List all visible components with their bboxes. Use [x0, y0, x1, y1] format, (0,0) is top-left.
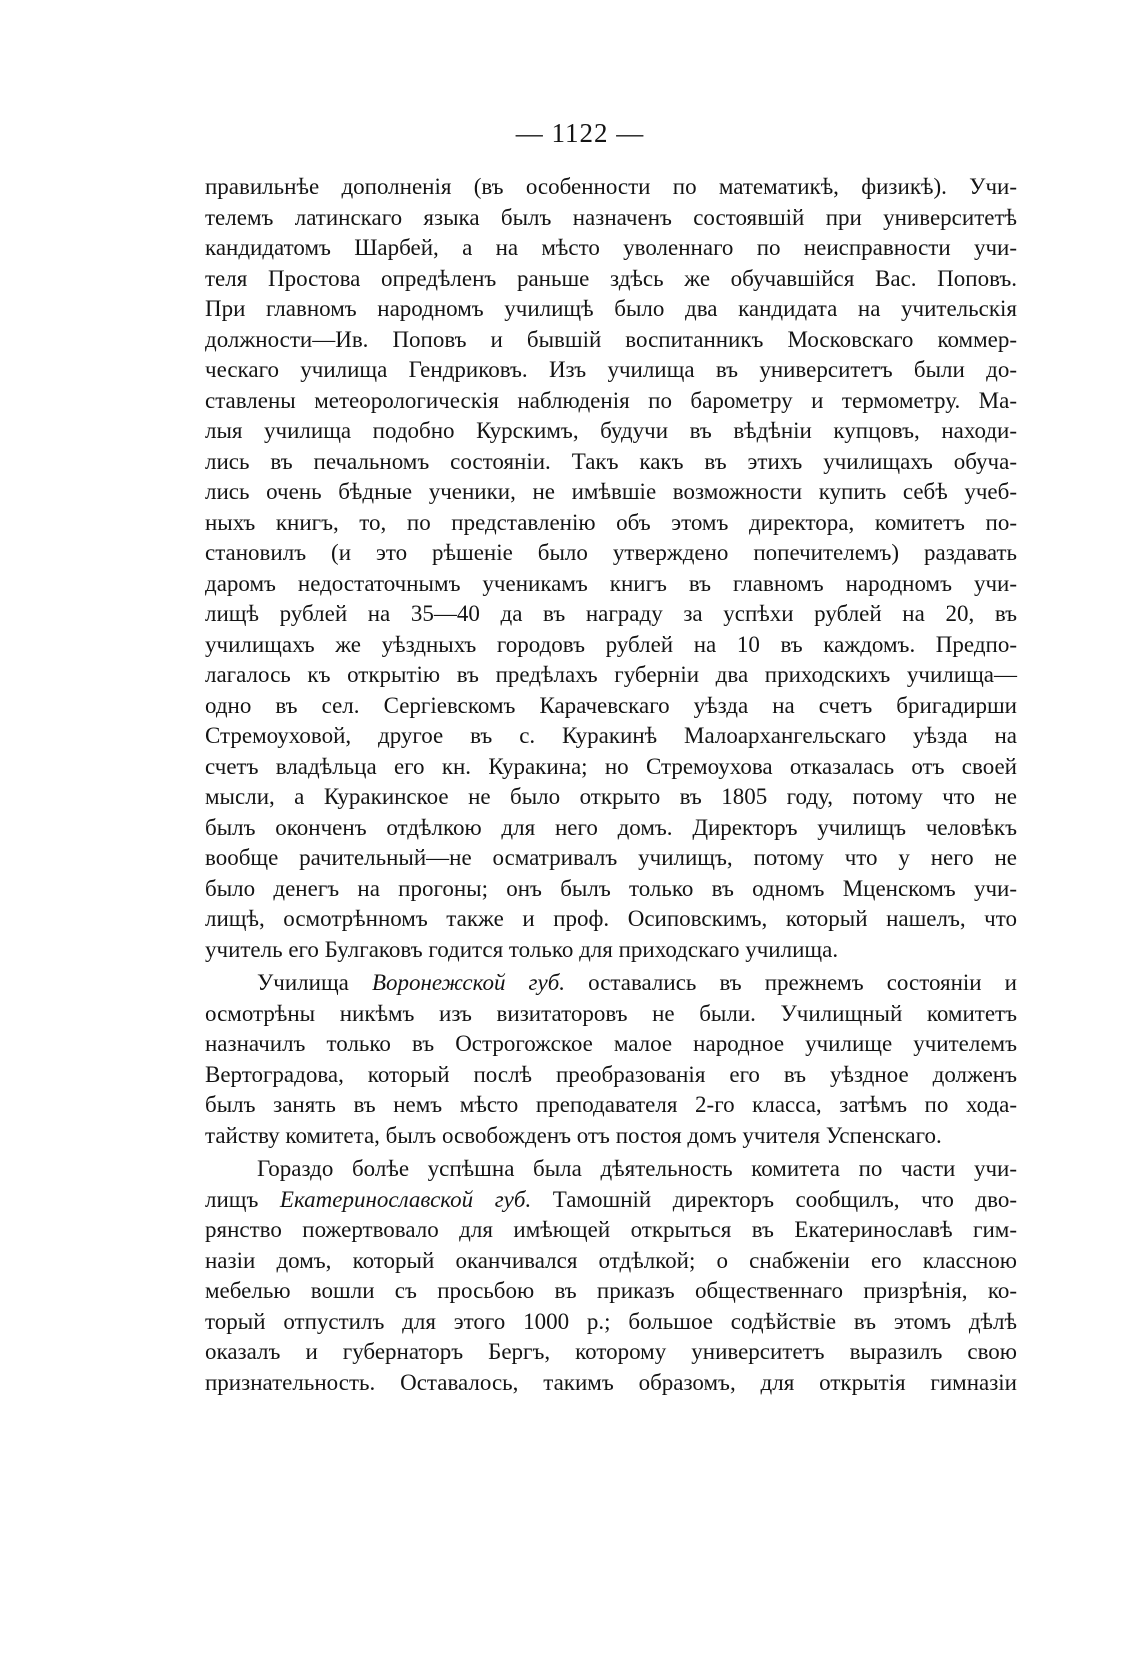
- text-line: лись въ печальномъ состояніи. Такъ какъ въ этихъ училищахъ обуча-: [205, 448, 1017, 474]
- text-line: лищѣ рублей на 35—40 да въ награду за успѣхи рублей на 20, въ: [205, 601, 1017, 626]
- paragraph-2: [205, 968, 1017, 1151]
- text-line: должности—Ив. Поповъ и бывшій воспитанникъ Московскаго коммер-: [205, 326, 1017, 352]
- body-text: [205, 172, 1017, 1398]
- text-line: телемъ латинскаго языка былъ назначенъ состоявшій при университетѣ: [205, 204, 1017, 230]
- text-line: лагалось къ открытію въ предѣлахъ губерніи два приходскихъ училища—: [205, 662, 1017, 687]
- text-line: Гораздо болѣе успѣшна была дѣятельность комитета по части учи-: [257, 1156, 1017, 1181]
- text-line: теля Простова опредѣленъ раньше здѣсь же обучавшійся Вас. Поповъ.: [205, 265, 1017, 291]
- text-line: Стремоуховой, другое въ с. Куракинѣ Малоархангельскаго уѣзда на: [205, 723, 1017, 748]
- italic-place-name: Екатеринославской губ.: [279, 1186, 532, 1212]
- text-line: назначилъ только въ Острогожское малое народное училище учителемъ: [205, 1031, 1017, 1056]
- text-line: вообще рачительный—не осматривалъ училищъ, потому что у него не: [205, 845, 1017, 870]
- text-line: былъ занять въ немъ мѣсто преподавателя 2-го класса, затѣмъ по хода-: [205, 1092, 1017, 1117]
- text-line: тайству комитета, былъ освобожденъ отъ постоя домъ учителя Успенскаго.: [205, 1122, 942, 1148]
- text-line: оказалъ и губернаторъ Бергъ, которому университетъ выразилъ свою: [205, 1339, 1017, 1364]
- text-line: учитель его Булгаковъ годится только для приходскаго училища.: [205, 936, 839, 962]
- text-line: торый отпустилъ для этого 1000 р.; большое содѣйствіе въ этомъ дѣлѣ: [205, 1308, 1017, 1334]
- text-line: лись очень бѣдные ученики, не имѣвшіе возможности купить себѣ учеб-: [205, 479, 1017, 504]
- text-line: мебелью вошли съ просьбою въ приказъ общественнаго призрѣнія, ко-: [205, 1278, 1017, 1303]
- text-line: лищѣ, осмотрѣнномъ также и проф. Осиповскимъ, который нашелъ, что: [205, 906, 1017, 931]
- text-line: было денегъ на прогоны; онъ былъ только въ одномъ Мценскомъ учи-: [205, 875, 1017, 901]
- paragraph-3: [205, 1154, 1017, 1398]
- text-line: При главномъ народномъ училищѣ было два кандидата на учительскія: [205, 296, 1017, 321]
- text-line: рянство пожертвовало для имѣющей открыться въ Екатеринославѣ гим-: [205, 1217, 1017, 1242]
- text-line: былъ оконченъ отдѣлкою для него домъ. Директоръ училищъ человѣкъ: [205, 814, 1017, 840]
- text-line: правильнѣе дополненія (въ особенности по математикѣ, физикѣ). Учи-: [205, 174, 1017, 199]
- text-line: ческаго училища Гендриковъ. Изъ училища въ университетъ были до-: [205, 357, 1017, 382]
- text-line: кандидатомъ Шарбей, а на мѣсто уволеннаго по неисправности учи-: [205, 235, 1017, 260]
- text-line: ставлены метеорологическія наблюденія по барометру и термометру. Ма-: [205, 387, 1017, 413]
- text-line: одно въ сел. Сергіевскомъ Карачевскаго уѣзда на счетъ бригадирши: [205, 692, 1017, 718]
- text-line: Училища Воронежской губ. оставались въ прежнемъ состояніи и: [257, 970, 1017, 995]
- text-line: признательность. Оставалось, такимъ образомъ, для открытія гимназіи: [205, 1369, 1017, 1395]
- text-line: ныхъ книгъ, то, по представленію объ этомъ директора, комитетъ по-: [205, 509, 1017, 535]
- text-line: назіи домъ, который оканчивался отдѣлкой; о снабженіи его классною: [205, 1247, 1017, 1273]
- text-line: лищъ Екатеринославской губ. Тамошній директоръ сообщилъ, что дво-: [205, 1186, 1017, 1212]
- text-line: училищахъ же уѣздныхъ городовъ рублей на 10 въ каждомъ. Предпо-: [205, 631, 1017, 657]
- text-line: становилъ (и это рѣшеніе было утверждено попечителемъ) раздавать: [205, 540, 1017, 565]
- text-line: осмотрѣны никѣмъ изъ визитаторовъ не были. Училищный комитетъ: [205, 1000, 1017, 1026]
- text-line: мысли, а Куракинское не было открыто въ 1805 году, потому что не: [205, 784, 1017, 809]
- paragraph-1: [205, 172, 1017, 965]
- text-line: лыя училища подобно Курскимъ, будучи въ вѣдѣніи купцовъ, находи-: [205, 418, 1017, 443]
- text-line: счетъ владѣльца его кн. Куракина; но Стремоухова отказалась отъ своей: [205, 753, 1017, 779]
- page-number: — 1122 —: [515, 118, 645, 148]
- text-line: даромъ недостаточнымъ ученикамъ книгъ въ главномъ народномъ учи-: [205, 570, 1017, 596]
- italic-place-name: Воронежской губ.: [371, 970, 566, 995]
- text-line: Вертоградова, который послѣ преобразованія его въ уѣздное долженъ: [205, 1061, 1017, 1087]
